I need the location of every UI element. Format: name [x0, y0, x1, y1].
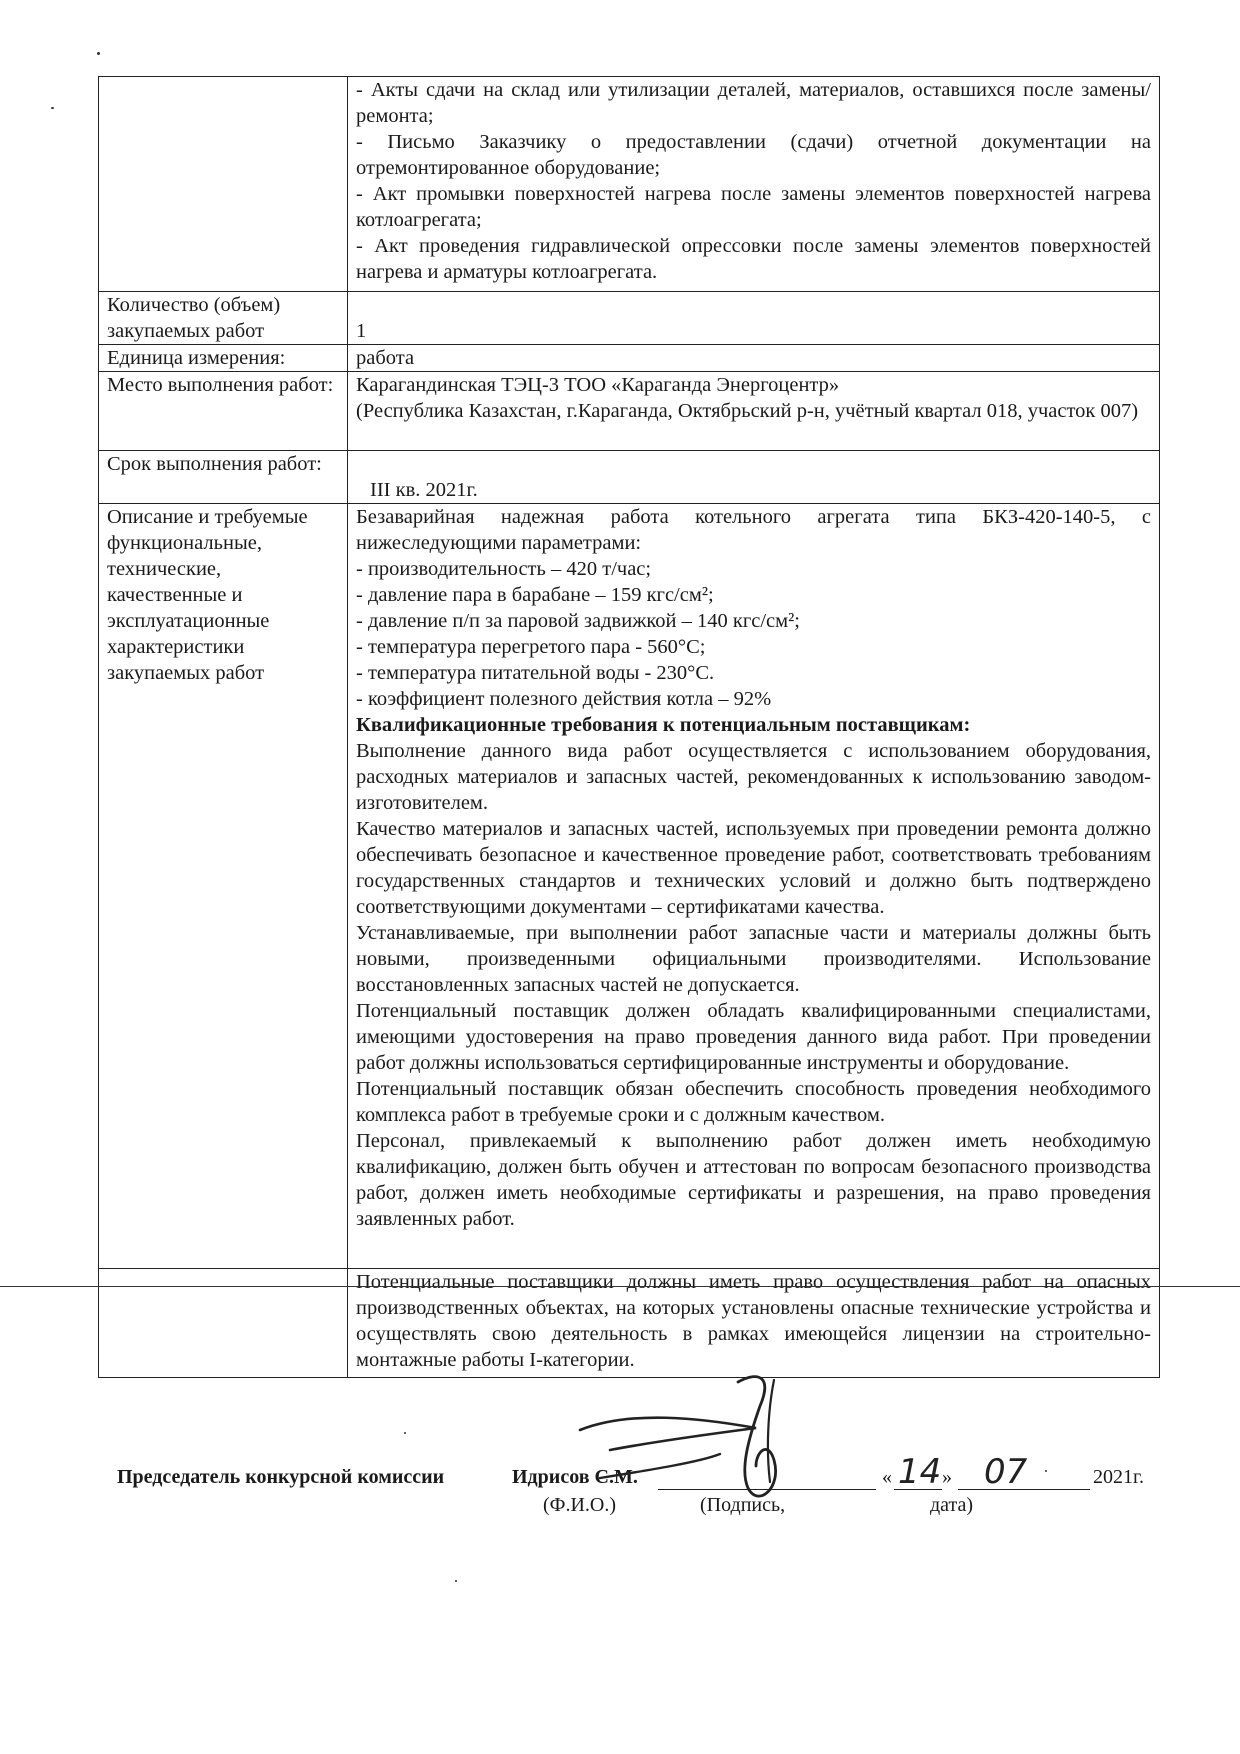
- term-value-cell: [348, 451, 1160, 504]
- documents-list: [348, 77, 1160, 292]
- unit-label: Единица измерения:: [99, 345, 348, 372]
- term-label: Срок выполнения работ:: [99, 451, 348, 504]
- param-item: - давление пара в барабане – 159 кгс/см²;: [356, 584, 714, 606]
- handwritten-signature: [560, 1370, 820, 1520]
- term-value: III кв. 2021г.: [370, 479, 478, 501]
- requirement-paragraph: Выполнение данного вида работ осуществляется с использованием оборудования, расходных материалов и запасных частей, рекомендованных к использованию заводом-изготовителем.: [356, 740, 1151, 814]
- license-row: [99, 1269, 1160, 1378]
- requirement-paragraph: Потенциальный поставщик обязан обеспечить способность проведения необходимого комплекса работ в требуемые сроки и с должным качеством.: [356, 1078, 1151, 1126]
- specification-table: [98, 76, 1160, 1378]
- documents-item: - Акт промывки поверхностей нагрева после замены элементов поверхностей нагрева котлоагрегата;: [356, 183, 1151, 231]
- unit-value: работа: [348, 345, 1160, 372]
- requirement-paragraph: Качество материалов и запасных частей, используемых при проведении ремонта должно обеспечивать безопасное и качественное проведение работ, соответствовать требованиям государственных стандартов и технических условий и должно быть подтверждено соответствующими документами – сертификатами качества.: [356, 818, 1151, 918]
- unit-row: [99, 345, 1160, 372]
- param-item: - температура питательной воды - 230°С.: [356, 662, 715, 684]
- date-year: 2021г.: [1093, 1466, 1144, 1488]
- qualification-heading: Квалификационные требования к потенциальным поставщикам:: [356, 714, 971, 736]
- place-name: Карагандинская ТЭЦ-3 ТОО «Караганда Энергоцентр»: [356, 374, 840, 396]
- documents-item: - Письмо Заказчику о предоставлении (сдачи) отчетной документации на отремонтированное оборудование;: [356, 131, 1151, 179]
- param-item: - давление п/п за паровой задвижкой – 140 кгс/см²;: [356, 610, 800, 632]
- scan-speck: [455, 1580, 457, 1582]
- place-address: (Республика Казахстан, г.Караганда, Октябрьский р-н, учётный квартал 018, участок 007): [356, 400, 1139, 422]
- page-break-line: [0, 1286, 1240, 1287]
- scan-speck: [1045, 1470, 1047, 1472]
- license-text: Потенциальные поставщики должны иметь право осуществления работ на опасных производственных объектах, на которых установлены опасные технические устройства и осуществлять свою деятельность в рамках имеющейся лицензии на строительно-монтажные работы I-категории.: [348, 1269, 1160, 1378]
- place-label: Место выполнения работ:: [99, 372, 348, 451]
- name-caption: (Ф.И.О.): [543, 1494, 617, 1516]
- date-month: 07: [984, 1452, 1028, 1492]
- description-intro: Безаварийная надежная работа котельного агрегата типа БКЗ-420-140-5, с нижеследующими параметрами:: [356, 506, 1151, 554]
- term-row: [99, 451, 1160, 504]
- param-item: - производительность – 420 т/час;: [356, 558, 652, 580]
- date-month-underline: [958, 1489, 1090, 1490]
- date-quote-open: «: [882, 1466, 892, 1488]
- place-value: [348, 372, 1160, 451]
- documents-item: - Акты сдачи на склад или утилизации деталей, материалов, оставшихся после замены/ремонта;: [356, 79, 1151, 127]
- license-label: [99, 1269, 348, 1378]
- quantity-value-cell: [348, 292, 1160, 345]
- chairman-name: Идрисов С.М.: [512, 1466, 638, 1488]
- requirement-paragraph: Потенциальный поставщик должен обладать квалифицированными специалистами, имеющими удостоверения на право проведения данного вида работ. При проведении работ должны использоваться сертифицированные инструменты и оборудование.: [356, 1000, 1151, 1074]
- requirement-paragraph: Устанавливаемые, при выполнении работ запасные части и материалы должны быть новыми, произведенными официальными производителями. Использование восстановленных запасных частей не допускается.: [356, 922, 1151, 996]
- description-row: [99, 504, 1160, 1269]
- date-quote-close: »: [942, 1466, 952, 1488]
- scan-speck: [404, 1432, 406, 1434]
- requirement-paragraph: Персонал, привлекаемый к выполнению работ должен иметь необходимую квалификацию, должен быть обучен и аттестован по вопросам безопасного производства работ, должен иметь необходимые сертификаты и разрешения, на право проведения заявленных работ.: [356, 1130, 1151, 1230]
- quantity-label: Количество (объем) закупаемых работ: [99, 292, 348, 345]
- date-day: 14: [898, 1452, 942, 1492]
- date-caption: дата): [930, 1494, 974, 1516]
- description-body: [348, 504, 1160, 1269]
- documents-label: [99, 77, 348, 292]
- quantity-row: [99, 292, 1160, 345]
- date-day-underline: [894, 1489, 942, 1490]
- quantity-value: 1: [356, 320, 367, 342]
- scan-speck: [51, 107, 54, 109]
- chairman-title: Председатель конкурсной комиссии: [117, 1466, 445, 1488]
- documents-item: - Акт проведения гидравлической опрессовки после замены элементов поверхностей нагрева и арматуры котлоагрегата.: [356, 235, 1151, 283]
- param-item: - коэффициент полезного действия котла – 92%: [356, 688, 772, 710]
- place-row: [99, 372, 1160, 451]
- param-item: - температура перегретого пара - 560°С;: [356, 636, 706, 658]
- scan-speck: [97, 52, 100, 55]
- documents-row: [99, 77, 1160, 292]
- signature-caption: (Подпись,: [700, 1494, 786, 1516]
- description-label: Описание и требуемые функциональные, технические, качественные и эксплуатационные характеристики закупаемых работ: [99, 504, 348, 1269]
